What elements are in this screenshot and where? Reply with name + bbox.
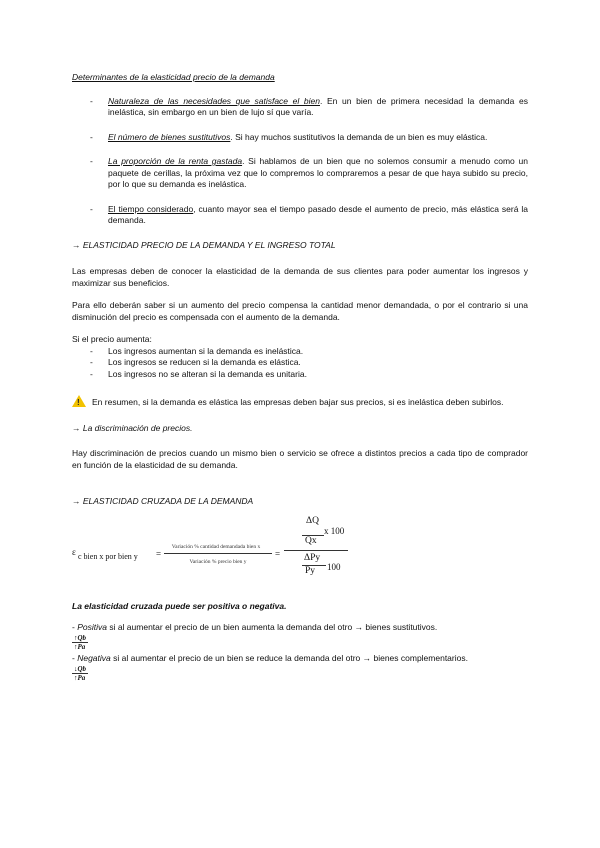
- list-item: - Los ingresos se reducen si la demanda es elástica.: [90, 357, 301, 367]
- paragraph: Para ello deberán saber si un aumento del precio compensa la cantidad menor demandada, o por el contrario si una disminución del precio es compensada con el aumento de la demanda.: [72, 300, 528, 322]
- list-item: - Los ingresos no se alteran si la demanda es unitaria.: [90, 368, 307, 379]
- paragraph: Las empresas deben de conocer la elasticidad de la demanda de sus clientes para poder aumentar los ingresos y maximizar sus beneficios.: [72, 266, 528, 288]
- determinant-text: . En un bien de primera necesidad la demanda es inelástica, sin embargo en un bien de lujo sí que varía.: [108, 95, 528, 117]
- list-item: - El tiempo considerado, cuanto mayor sea el tiempo pasado desde el aumento de precio, más elástica será la demanda.: [90, 203, 528, 225]
- section-title: Determinantes de la elasticidad precio de la demanda: [72, 72, 275, 82]
- positive-fraction: $\frac{↑Qb}{↑Pa}$: [74, 633, 87, 651]
- paragraph: Hay discriminación de precios cuando un mismo bien o servicio se ofrece a distintos precios a cada tipo de comprador en función de la elasticidad de su demanda.: [72, 448, 528, 470]
- list-item: - Los ingresos aumentan si la demanda es inelástica.: [90, 345, 304, 356]
- determinant-label: El número de bienes sustitutivos: [108, 131, 231, 142]
- cross-elasticity-formula: ε c bien x por bien y = Variación % cantidad demandada bien x Variación % precio bien y = ΔQ x 100 Qx ΔPy 100 Py: [72, 520, 528, 590]
- price-rise-list: [72, 346, 528, 381]
- positive-label: Positiva: [77, 622, 107, 632]
- list-item: - El número de bienes sustitutivos. Si hay muchos sustitutivos la demanda de un bien es muy elástica.: [90, 131, 488, 142]
- determinant-text: . Si hablamos de un bien que no solemos consumir a menudo como un paquete de cerillas, la próxima vez que lo compremos lo compraremos a pesar de que haya subido su precio, por lo que su demanda es inelástica.: [108, 156, 528, 189]
- determinant-text: , cuanto mayor sea el tiempo pasado desde el aumento de precio, más elástica será la demanda.: [108, 203, 528, 225]
- determinant-label: El tiempo considerado: [108, 203, 194, 214]
- section-heading-discrim: → La discriminación de precios.: [72, 422, 193, 433]
- summary: !En resumen, si la demanda es elástica las empresas deben bajar sus precios, si es inelástica deben subirlos.: [72, 393, 528, 409]
- price-rise-intro: Si el precio aumenta:: [72, 334, 152, 344]
- formula-numerator: Variación % cantidad demandada bien x: [171, 543, 261, 550]
- negative-fraction: $\frac{↓Qb}{↑Pa}$: [74, 664, 87, 682]
- list-item: - Naturaleza de las necesidades que satisface el bien. En un bien de primera necesidad la demanda es inelástica, sin embargo en un bien de lujo sí que varía.: [90, 95, 528, 117]
- determinant-label: Naturaleza de las necesidades que satisface el bien: [108, 95, 320, 106]
- document-page: [72, 72, 528, 683]
- formula-symbol: ε: [72, 546, 76, 557]
- determinants-list: [72, 96, 528, 227]
- negative-line: - Negativa si al aumentar el precio de un bien se reduce la demanda del otro → bienes complementarios.: [72, 653, 468, 663]
- warning-triangle-icon: [72, 395, 86, 407]
- determinant-text: . Si hay muchos sustitutivos la demanda de un bien es muy elástica.: [230, 131, 488, 142]
- cruzada-intro: La elasticidad cruzada puede ser positiva o negativa.: [72, 600, 287, 611]
- section-heading-cruzada: → ELASTICIDAD CRUZADA DE LA DEMANDA: [72, 496, 254, 506]
- negative-label: Negativa: [77, 653, 111, 663]
- positive-line: - Positiva si al aumentar el precio de un bien aumenta la demanda del otro → bienes sustitutivos.: [72, 622, 438, 632]
- section-heading-ingreso: → ELASTICIDAD PRECIO DE LA DEMANDA Y EL INGRESO TOTAL: [72, 239, 336, 250]
- determinant-label: La proporción de la renta gastada: [108, 156, 243, 166]
- fraction-bar: [284, 550, 348, 551]
- fraction-bar: [164, 553, 272, 554]
- formula-denominator: Variación % precio bien y: [189, 558, 247, 565]
- list-item: - La proporción de la renta gastada. Si hablamos de un bien que no solemos consumir a menudo como un paquete de cerillas, la próxima vez que lo compremos lo compraremos a pesar de que haya subido su precio, por lo que su demanda es inelástica.: [90, 156, 528, 189]
- formula-subscript: c bien x por bien y: [78, 551, 138, 561]
